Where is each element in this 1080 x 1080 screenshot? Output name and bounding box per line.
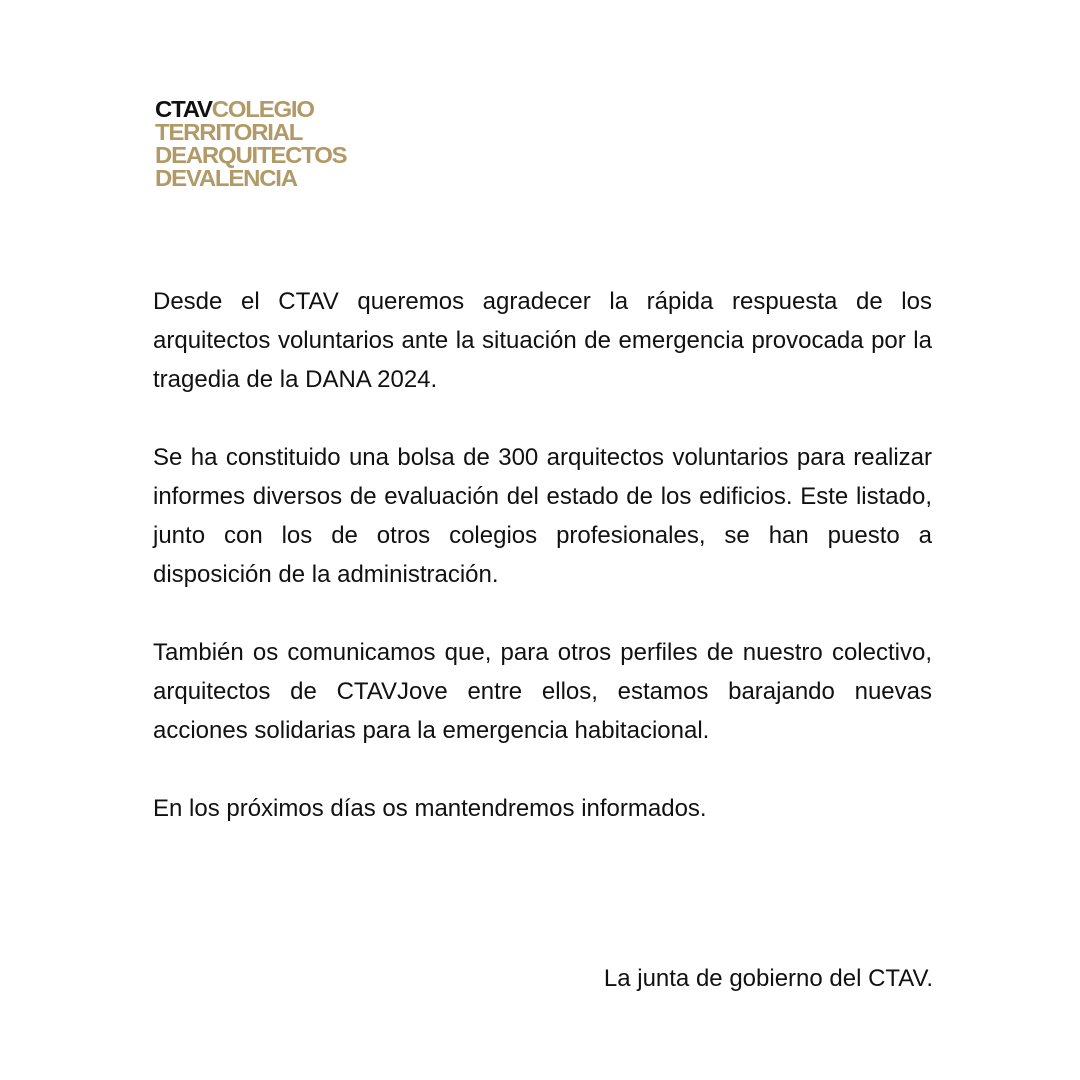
paragraph-3: También os comunicamos que, para otros perfiles de nuestro colectivo, arquitectos de CTAVJove entre ellos, estamos barajando nuevas acciones solidarias para la emergencia habitacional. <box>153 639 932 744</box>
logo-line-4: DEVALENCIA <box>155 165 297 191</box>
paragraph-2: Se ha constituido una bolsa de 300 arquitectos voluntarios para realizar informes diversos de evaluación del estado de los edificios. Este listado, junto con los de otros colegios profesionales, se han puesto a disposición de la administración. <box>153 444 932 588</box>
logo-colegio: COLEGIO <box>211 96 314 122</box>
logo-ctav: CTAV <box>155 96 212 122</box>
paragraph-1: Desde el CTAV queremos agradecer la rápida respuesta de los arquitectos voluntarios ante la situación de emergencia provocada por la tragedia de la DANA 2024. <box>153 288 932 393</box>
logo-line-1 <box>155 98 346 121</box>
logo-line-2: TERRITORIAL <box>155 119 303 145</box>
statement-body <box>153 282 932 828</box>
logo-line-3: DEARQUITECTOS <box>155 142 347 168</box>
signature: La junta de gobierno del CTAV. <box>603 965 933 992</box>
ctav-logo <box>155 98 346 190</box>
paragraph-4: En los próximos días os mantendremos informados. <box>153 795 707 822</box>
